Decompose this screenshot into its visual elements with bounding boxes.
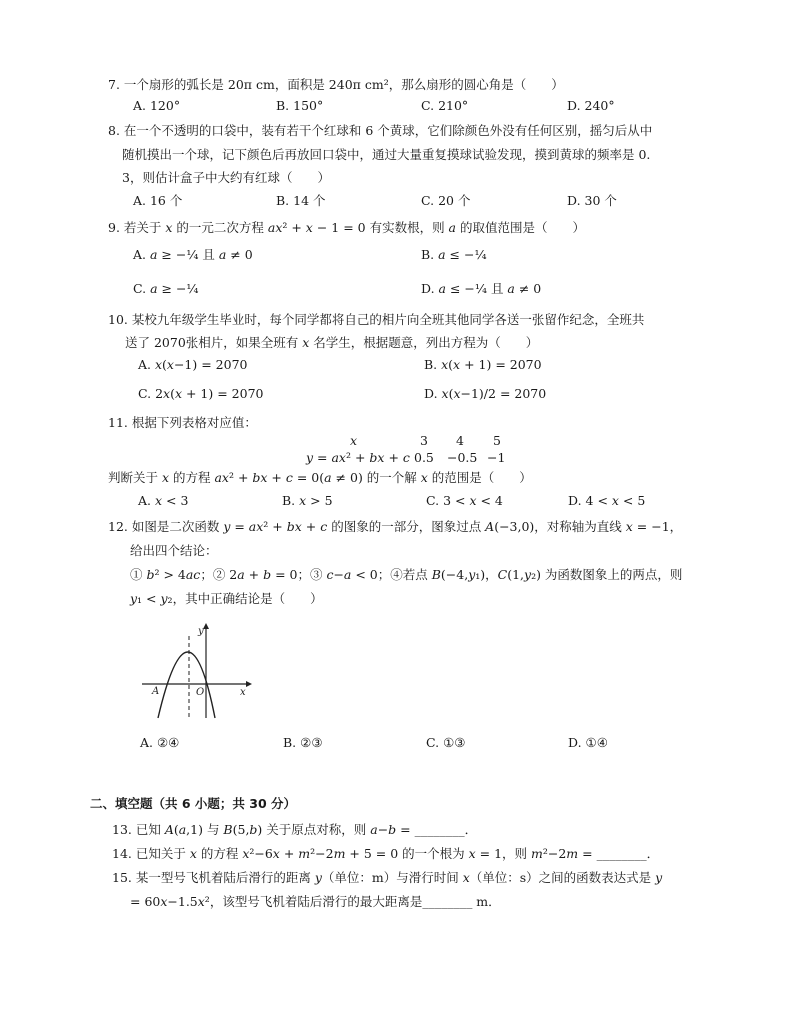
section-fill-in-title: 二、填空题（共 6 小题；共 30 分） [90,796,297,811]
q11-option-d: D. 4 < 𝑥 < 5 [568,493,646,508]
graph-y-label: y [198,626,204,637]
q9-stem: 9. 若关于 𝑥 的一元二次方程 𝑎𝑥² + 𝑥 − 1 = 0 有实数根，则 𝑎 的取值范围是（ ） [108,220,585,235]
q7-option-a: A. 120° [133,98,181,113]
q9-option-b: B. 𝑎 ≤ −¼ [421,247,487,262]
q12-option-b: B. ②③ [283,735,323,750]
q11-table-x-header: 𝑥 [350,433,358,448]
q9-option-d: D. 𝑎 ≤ −¼ 且 𝑎 ≠ 0 [421,281,542,296]
q8-option-b: B. 14 个 [276,193,326,208]
q11-option-a: A. 𝑥 < 3 [138,493,189,508]
q11-table-y-3: 0.5 [414,450,434,465]
q7-option-d: D. 240° [567,98,615,113]
q11-table-y-header: 𝑦 = 𝑎𝑥² + 𝑏𝑥 + 𝑐 [306,450,410,465]
q12-option-a: A. ②④ [140,735,180,750]
q11-option-b: B. 𝑥 > 5 [282,493,333,508]
q7-option-c: C. 210° [421,98,469,113]
x-axis-arrow-icon [246,681,252,687]
q8-line2: 随机摸出一个球，记下颜色后再放回口袋中，通过大量重复摸球试验发现，摸到黄球的频率是 0. [122,147,651,162]
q12-parabola-graph [138,622,258,728]
q10-option-a: A. 𝑥(𝑥−1) = 2070 [138,357,248,372]
q15-line1: 15. 某一型号飞机着陆后滑行的距离 𝑦（单位：m）与滑行时间 𝑥（单位：s）之间的函数表达式是 𝑦 [112,870,663,885]
q11-option-c: C. 3 < 𝑥 < 4 [426,493,503,508]
q12-option-d: D. ①④ [568,735,608,750]
q12-line3: ① 𝑏² > 4𝑎𝑐；② 2𝑎 + 𝑏 = 0；③ 𝑐−𝑎 < 0；④若点 𝐵(−4,𝑦₁)，𝐶(1,𝑦₂) 为函数图象上的两点，则 [130,567,683,582]
q10-option-b: B. 𝑥(𝑥 + 1) = 2070 [424,357,542,372]
q12-line4: 𝑦₁ < 𝑦₂，其中正确结论是（ ） [130,591,323,606]
q10-line2: 送了 2070张相片，如果全班有 𝑥 名学生，根据题意，列出方程为（ ） [125,335,539,350]
q12-option-c: C. ①③ [426,735,466,750]
q15-line2: = 60𝑥−1.5𝑥²，该型号飞机着陆后滑行的最大距离是________ m． [130,894,501,909]
q13-text: 13. 已知 𝐴(𝑎,1) 与 𝐵(5,𝑏) 关于原点对称，则 𝑎−𝑏 = ________． [112,822,478,837]
q11-table-y-4: −0.5 [447,450,478,465]
q10-line1: 10. 某校九年级学生毕业时，每个同学都将自己的相片向全班其他同学各送一张留作纪念，全班共 [108,312,645,327]
q11-stem: 11. 根据下列表格对应值： [108,415,257,430]
graph-x-label: x [240,687,246,698]
q8-line1: 8. 在一个不透明的口袋中，装有若干个红球和 6 个黄球，它们除颜色外没有任何区别，摇匀后从中 [108,123,653,138]
q7-stem: 7. 一个扇形的弧长是 20π cm，面积是 240π cm²，那么扇形的圆心角是（ ） [108,77,564,92]
graph-origin-label: O [196,687,205,698]
q8-option-d: D. 30 个 [567,193,617,208]
q8-line3: 3，则估计盒子中大约有红球（ ） [122,170,330,185]
q10-option-c: C. 2𝑥(𝑥 + 1) = 2070 [138,386,264,401]
q12-line2: 给出四个结论： [130,543,218,558]
q7-option-b: B. 150° [276,98,324,113]
q11-line2: 判断关于 𝑥 的方程 𝑎𝑥² + 𝑏𝑥 + 𝑐 = 0(𝑎 ≠ 0) 的一个解 𝑥 的范围是（ ） [108,470,532,485]
graph-point-a-label: A [152,686,160,697]
q8-option-a: A. 16 个 [133,193,183,208]
q11-table-x-3: 3 [420,433,428,448]
y-axis-arrow-icon [203,623,209,629]
q8-option-c: C. 20 个 [421,193,471,208]
q10-option-d: D. 𝑥(𝑥−1)/2 = 2070 [424,386,547,401]
q14-text: 14. 已知关于 𝑥 的方程 𝑥²−6𝑥 + 𝑚²−2𝑚 + 5 = 0 的一个根为 𝑥 = 1，则 𝑚²−2𝑚 = ________． [112,846,660,861]
q9-option-a: A. 𝑎 ≥ −¼ 且 𝑎 ≠ 0 [133,247,253,262]
q9-option-c: C. 𝑎 ≥ −¼ [133,281,199,296]
q11-table-x-4: 4 [456,433,464,448]
q12-line1: 12. 如图是二次函数 𝑦 = 𝑎𝑥² + 𝑏𝑥 + 𝑐 的图象的一部分，图象过点 𝐴(−3,0)，对称轴为直线 𝑥 = −1， [108,519,683,534]
q11-table-x-5: 5 [493,433,501,448]
q11-table-y-5: −1 [487,450,506,465]
